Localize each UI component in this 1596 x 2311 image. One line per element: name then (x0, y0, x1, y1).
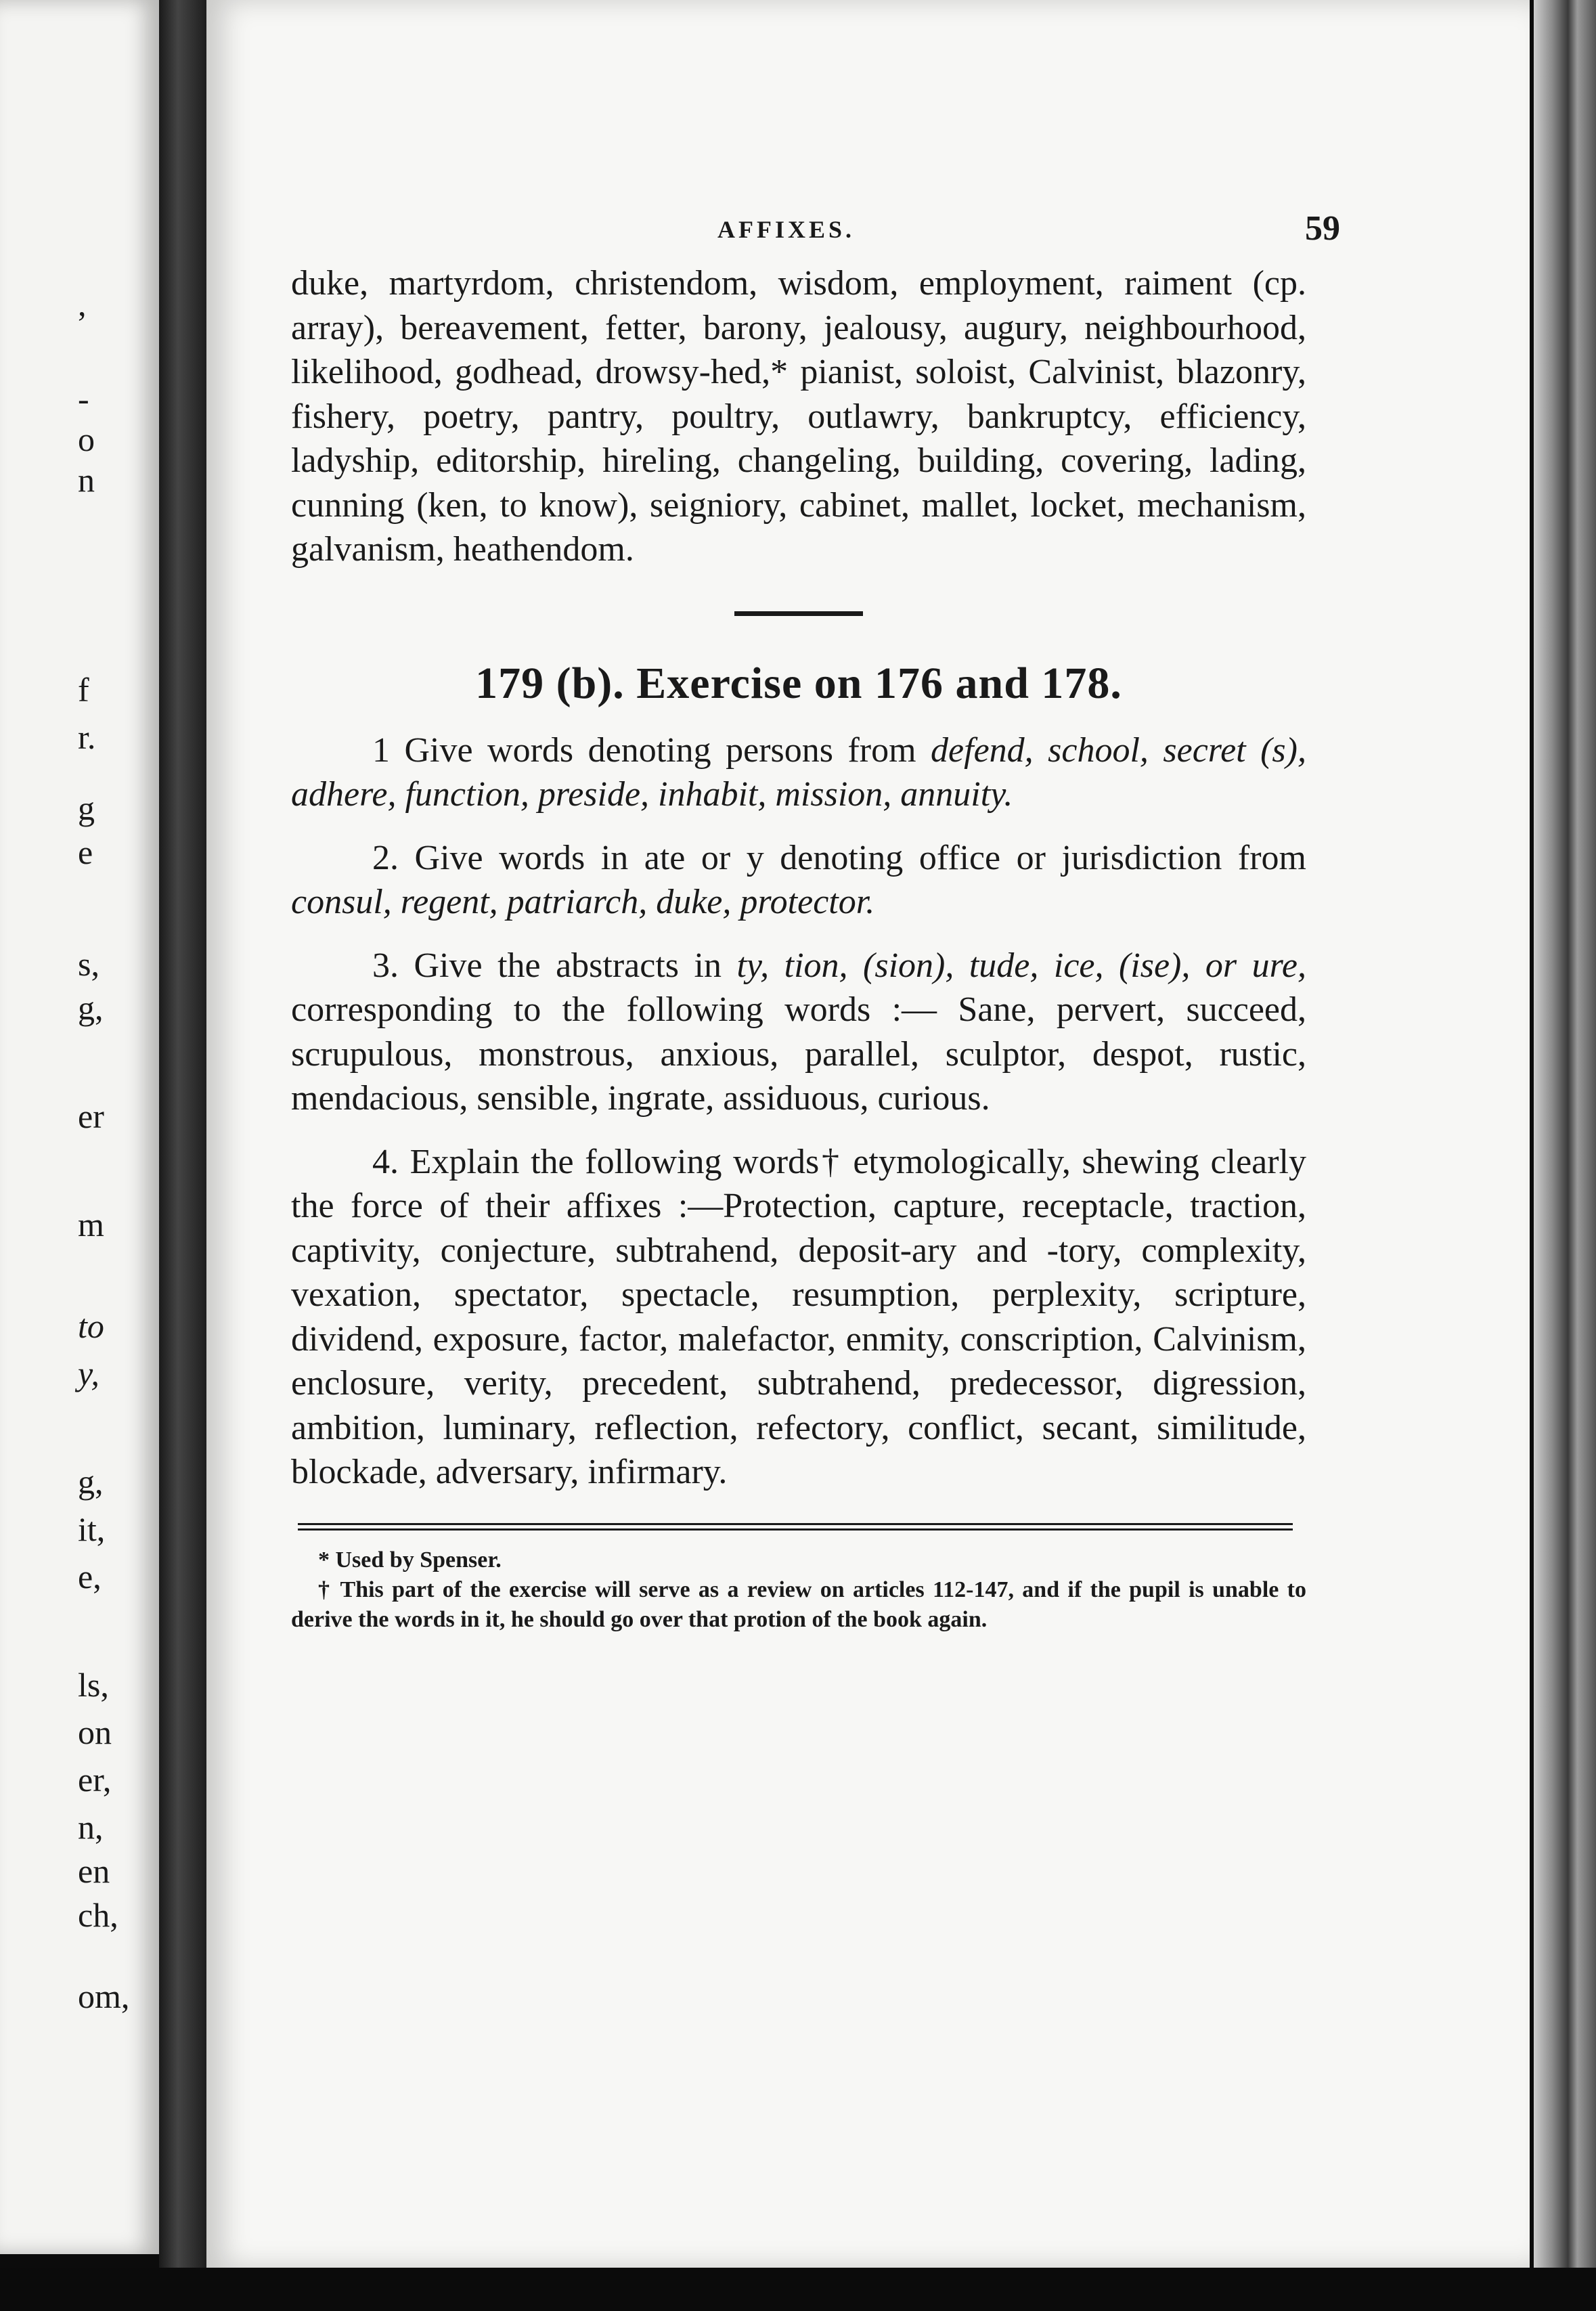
exercise-text: Give the abstracts in (399, 946, 737, 985)
facing-text-fragment: o (78, 420, 95, 458)
exercise-item (291, 728, 1306, 817)
facing-text-fragment: to (78, 1307, 104, 1345)
exercise-number: 2. (372, 838, 399, 877)
facing-text-fragment: n, (78, 1808, 104, 1846)
facing-text-fragment: n (78, 461, 95, 499)
facing-text-fragment: er (78, 1097, 104, 1135)
page-number: 59 (1305, 209, 1340, 248)
facing-text-fragment: on (78, 1713, 112, 1751)
footnotes (291, 1545, 1306, 1635)
footnote: † This part of the exercise will serve as a review on articles 112-147, and if the pupil is unable to derive the words in it, he should go over that protion of the book again. (291, 1577, 1306, 1632)
facing-text-fragment: it, (78, 1510, 106, 1548)
facing-text-fragment: - (78, 380, 89, 418)
running-title: AFFIXES. (717, 216, 856, 243)
exercise-number: 4. (372, 1142, 399, 1181)
facing-text-fragment: y, (78, 1355, 99, 1392)
facing-text-fragment: e (78, 833, 93, 871)
section-title: 179 (b). Exercise on 176 and 178. (475, 658, 1122, 708)
facing-page-edge (0, 0, 163, 2254)
footnote-rule (298, 1523, 1293, 1525)
facing-text-fragment: e, (78, 1558, 102, 1595)
facing-text-fragment: f (78, 671, 89, 709)
facing-text-fragment: er, (78, 1761, 112, 1799)
exercise-text: Give words denoting persons from (390, 730, 931, 770)
facing-text-fragment: en (78, 1852, 110, 1890)
exercise-item (291, 1140, 1306, 1495)
facing-text-fragment: g, (78, 989, 104, 1027)
exercise-text: Give words in ate or y denoting office or jurisdiction from (399, 838, 1306, 877)
exercise-item (291, 944, 1306, 1121)
exercise-words: defend, school, secret (s), adhere, function, preside, inhabit, mission, annuity. (291, 730, 1306, 814)
page-content (291, 203, 1340, 1635)
exercise-suffixes: ty, tion, (sion), tude, ice, (ise), or ure, (736, 946, 1306, 985)
page-edge-right (1534, 0, 1596, 2311)
section-divider (734, 611, 863, 616)
book-gutter (159, 0, 206, 2311)
facing-text-fragment: m (78, 1206, 104, 1243)
footnote: * Used by Spenser. (318, 1547, 502, 1572)
facing-text-fragment: g (78, 789, 95, 827)
facing-text-fragment: ch, (78, 1896, 118, 1934)
exercise-number: 1 (372, 730, 390, 770)
exercise-item (291, 836, 1306, 925)
facing-text-fragment: r. (78, 718, 96, 756)
facing-text-fragment: ls, (78, 1666, 109, 1704)
running-header (291, 203, 1340, 257)
facing-text-fragment: om, (78, 1977, 130, 2015)
continued-paragraph: duke, martyrdom, christendom, wisdom, employment, raiment (cp. array), bereavement, fetter, barony, jealousy, augury, neighbourhood, likelihood, godhead, drowsy-hed,* pianist, soloist, Calvinist, blazonry, fishery, poetry, pantry, poultry, outlawry, bankruptcy, efficiency, ladyship, editorship, hireling, changeling, building, covering, lading, cunning (ken, to know), seigniory, cabinet, mallet, locket, mechanism, galvanism, heathendom. (291, 264, 1306, 569)
facing-text-fragment: g, (78, 1463, 104, 1501)
facing-text-fragment: , (78, 285, 87, 323)
exercise-number: 3. (372, 946, 399, 985)
scan-border-bottom (0, 2268, 1596, 2311)
exercise-words: consul, regent, patriarch, duke, protector. (291, 883, 875, 921)
footnote-rule (298, 1528, 1293, 1531)
facing-text-fragment: s, (78, 945, 99, 983)
exercise-text: corresponding to the following words :— Sane, pervert, succeed, scrupulous, monstrous, anxious, parallel, sculptor, despot, rustic, mendacious, sensible, ingrate, assiduous, curious. (291, 990, 1306, 1118)
exercise-text: Explain the following words† etymologically, shewing clearly the force of their affixes :—Protection, capture, receptacle, traction, captivity, conjecture, subtrahend, deposit-ary and -tory, complexity, vexation, spectator, spectacle, resumption, perplexity, scripture, dividend, exposure, factor, malefactor, enmity, conscription, Calvinism, enclosure, verity, precedent, subtrahend, predecessor, digression, ambition, luminary, reflection, refectory, conflict, secant, similitude, blockade, adversary, infirmary. (291, 1142, 1306, 1491)
